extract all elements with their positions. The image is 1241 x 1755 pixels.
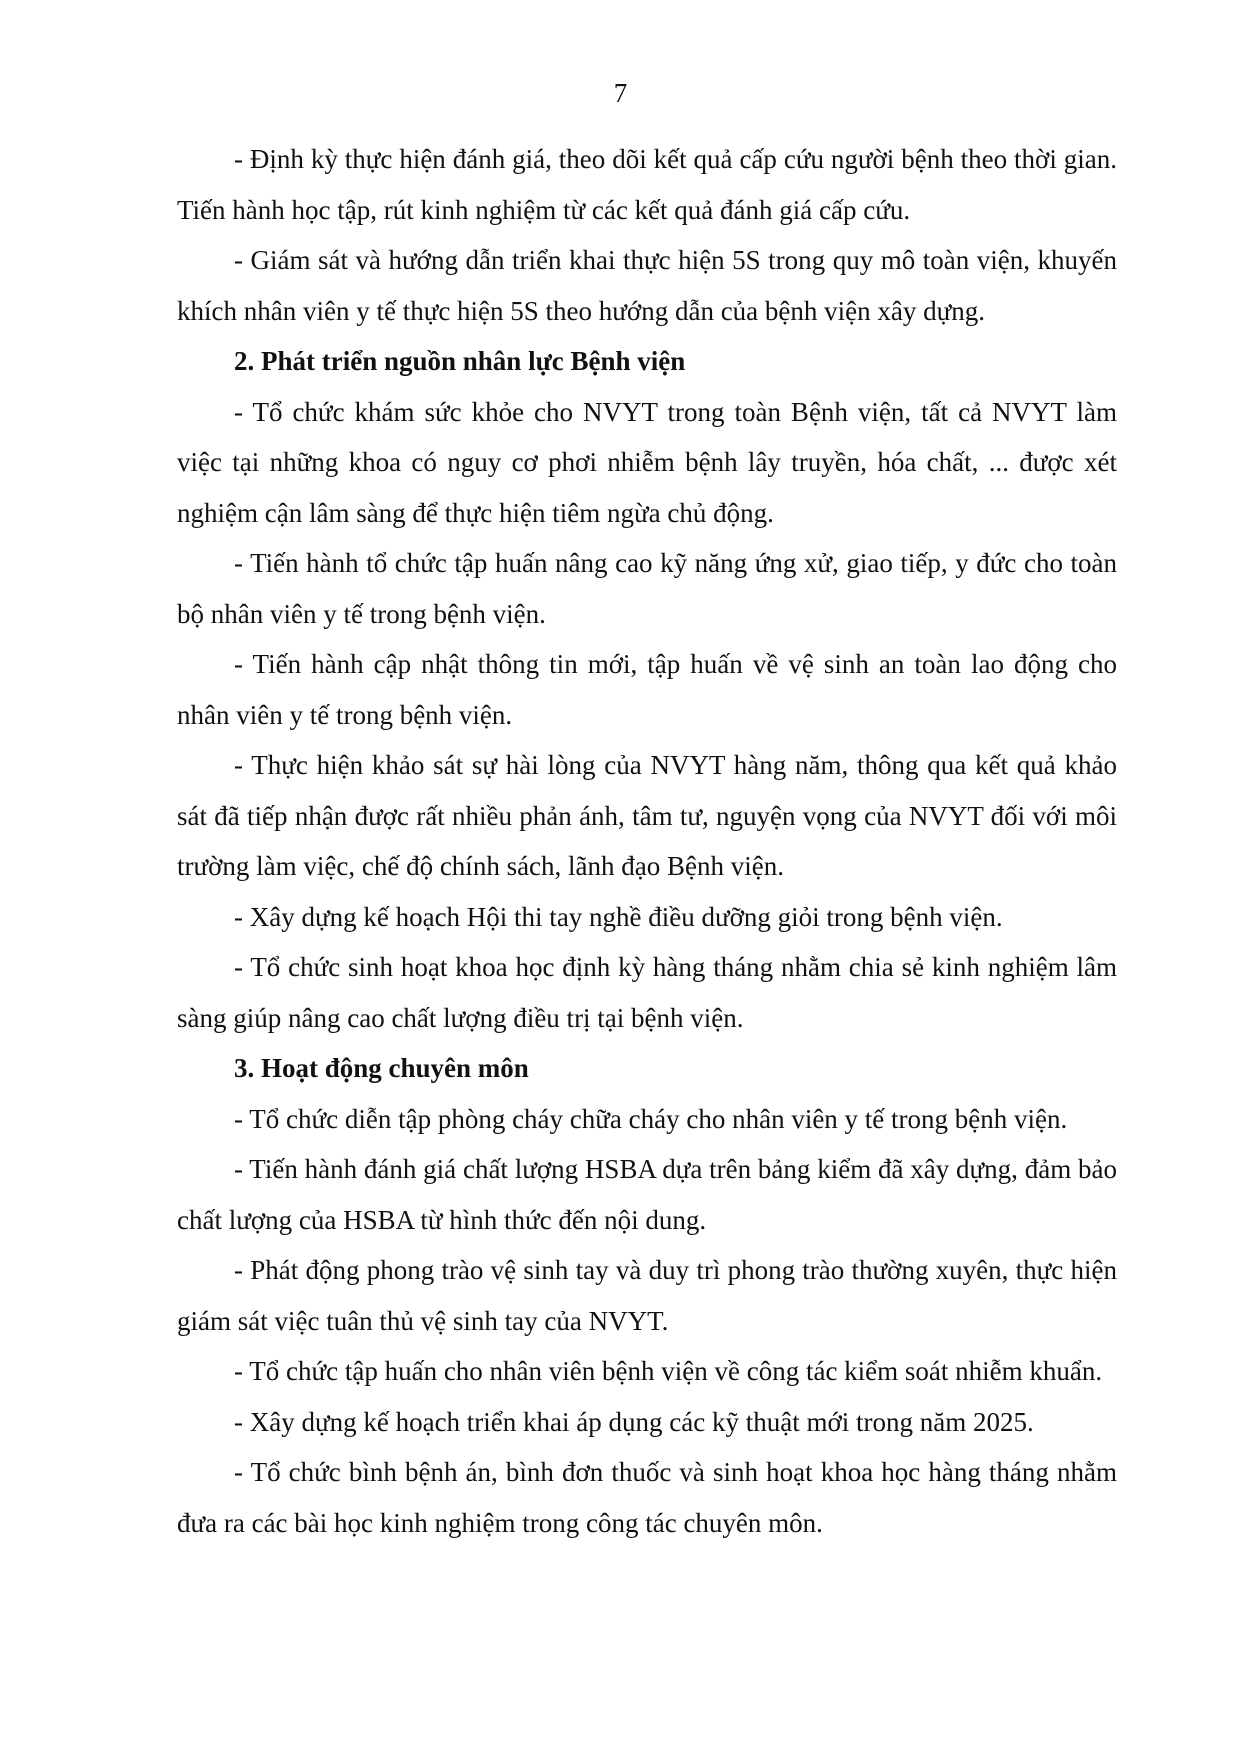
bullet-paragraph: - Tổ chức sinh hoạt khoa học định kỳ hàng tháng nhằm chia sẻ kinh nghiệm lâm sàng giúp nâng cao chất lượng điều trị tại bệnh viện.: [177, 952, 1117, 1033]
bullet-paragraph: - Tổ chức diễn tập phòng cháy chữa cháy cho nhân viên y tế trong bệnh viện.: [234, 1103, 1068, 1134]
bullet-paragraph: - Tổ chức khám sức khỏe cho NVYT trong toàn Bệnh viện, tất cả NVYT làm việc tại những khoa có nguy cơ phơi nhiễm bệnh lây truyền, hóa chất, ... được xét nghiệm cận lâm sàng để thực hiện tiêm ngừa chủ động.: [177, 396, 1117, 528]
bullet-paragraph: - Phát động phong trào vệ sinh tay và duy trì phong trào thường xuyên, thực hiện giám sát việc tuân thủ vệ sinh tay của NVYT.: [177, 1255, 1117, 1336]
section-heading: 2. Phát triển nguồn nhân lực Bệnh viện: [234, 346, 686, 376]
page-number: 7: [613, 78, 628, 108]
bullet-paragraph: - Định kỳ thực hiện đánh giá, theo dõi kết quả cấp cứu người bệnh theo thời gian. Tiến hành học tập, rút kinh nghiệm từ các kết quả đánh giá cấp cứu.: [177, 144, 1117, 225]
bullet-paragraph: - Giám sát và hướng dẫn triển khai thực hiện 5S trong quy mô toàn viện, khuyến khích nhân viên y tế thực hiện 5S theo hướng dẫn của bệnh viện xây dựng.: [177, 245, 1117, 326]
bullet-paragraph: - Tiến hành tổ chức tập huấn nâng cao kỹ năng ứng xử, giao tiếp, y đức cho toàn bộ nhân viên y tế trong bệnh viện.: [177, 548, 1117, 629]
bullet-paragraph: - Tiến hành cập nhật thông tin mới, tập huấn về vệ sinh an toàn lao động cho nhân viên y tế trong bệnh viện.: [177, 649, 1117, 730]
page-content: [177, 134, 1117, 1548]
bullet-paragraph: - Thực hiện khảo sát sự hài lòng của NVYT hàng năm, thông qua kết quả khảo sát đã tiếp nhận được rất nhiều phản ánh, tâm tư, nguyện vọng của NVYT đối với môi trường làm việc, chế độ chính sách, lãnh đạo Bệnh viện.: [177, 750, 1117, 881]
bullet-paragraph: - Tiến hành đánh giá chất lượng HSBA dựa trên bảng kiểm đã xây dựng, đảm bảo chất lượng của HSBA từ hình thức đến nội dung.: [177, 1154, 1117, 1235]
bullet-paragraph: - Xây dựng kế hoạch Hội thi tay nghề điều dưỡng giỏi trong bệnh viện.: [234, 901, 1003, 932]
bullet-paragraph: - Tổ chức tập huấn cho nhân viên bệnh viện về công tác kiểm soát nhiễm khuẩn.: [234, 1356, 1103, 1386]
bullet-paragraph: - Xây dựng kế hoạch triển khai áp dụng các kỹ thuật mới trong năm 2025.: [234, 1406, 1034, 1437]
bullet-paragraph: - Tổ chức bình bệnh án, bình đơn thuốc và sinh hoạt khoa học hàng tháng nhằm đưa ra các bài học kinh nghiệm trong công tác chuyên môn.: [177, 1457, 1117, 1538]
section-heading: 3. Hoạt động chuyên môn: [234, 1053, 529, 1083]
